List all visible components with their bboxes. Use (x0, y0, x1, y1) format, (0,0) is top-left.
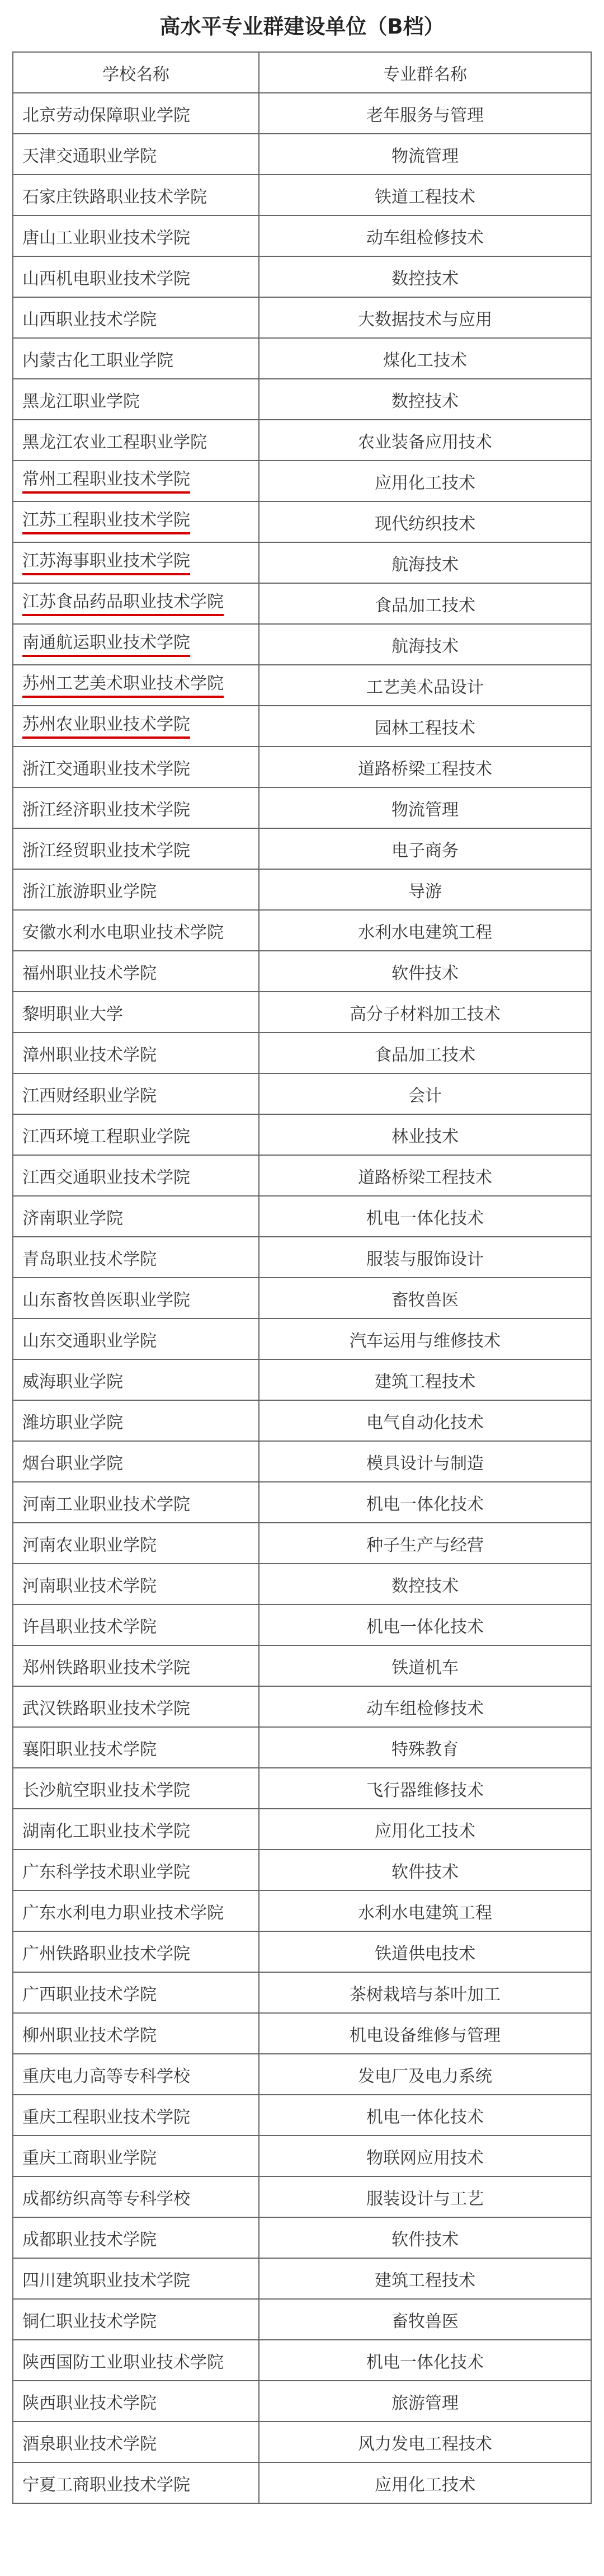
school-name-cell (13, 1237, 259, 1278)
major-group-cell: 铁道供电技术 (259, 1931, 591, 1972)
school-name-underlined: 苏州工艺美术职业技术学院 (22, 673, 224, 698)
school-name-cell (13, 1400, 259, 1441)
major-group-cell: 应用化工技术 (259, 461, 591, 501)
major-group-cell: 软件技术 (259, 2217, 591, 2258)
page-title: 高水平专业群建设单位（B档） (159, 15, 445, 39)
school-name-cell (13, 951, 259, 992)
major-group-cell: 铁道机车 (259, 1645, 591, 1686)
school-name: 威海职业学院 (22, 1372, 123, 1392)
school-name-cell (13, 256, 259, 297)
major-group-cell: 食品加工技术 (259, 1033, 591, 1073)
major-group-cell: 模具设计与制造 (259, 1441, 591, 1482)
table-row (13, 1809, 591, 1850)
school-name-cell (13, 2013, 259, 2054)
major-group-cell: 风力发电工程技术 (259, 2422, 591, 2462)
table-row (13, 215, 591, 256)
school-name: 江西财经职业学院 (22, 1086, 157, 1106)
major-group-cell: 道路桥梁工程技术 (259, 747, 591, 787)
major-group-cell: 服装与服饰设计 (259, 1237, 591, 1278)
school-name: 广东科学技术职业学院 (22, 1862, 190, 1882)
table-row (13, 1073, 591, 1114)
table-row (13, 2381, 591, 2422)
school-name: 唐山工业职业技术学院 (22, 228, 190, 248)
school-name-cell (13, 2340, 259, 2381)
major-group-cell: 航海技术 (259, 542, 591, 583)
table-row (13, 175, 591, 215)
major-group-cell: 动车组检修技术 (259, 1686, 591, 1727)
school-name-cell (13, 1278, 259, 1319)
table-row (13, 869, 591, 910)
school-name: 黎明职业大学 (22, 1004, 123, 1024)
major-group-cell: 电子商务 (259, 828, 591, 869)
school-name: 青岛职业技术学院 (22, 1249, 157, 1269)
major-group-cell: 发电厂及电力系统 (259, 2054, 591, 2095)
school-name-cell (13, 215, 259, 256)
major-group-cell: 数控技术 (259, 1564, 591, 1604)
school-name-cell (13, 1850, 259, 1890)
school-name-cell (13, 583, 259, 624)
table-row (13, 2136, 591, 2176)
table-row (13, 420, 591, 461)
table-row (13, 297, 591, 338)
table-row (13, 583, 591, 624)
school-name: 河南农业职业学院 (22, 1535, 157, 1555)
school-name-cell (13, 2136, 259, 2176)
table-row (13, 1850, 591, 1890)
school-name: 成都职业技术学院 (22, 2230, 157, 2250)
table-row (13, 1890, 591, 1931)
school-name-cell (13, 1319, 259, 1359)
school-name: 济南职业学院 (22, 1208, 123, 1228)
school-name-underlined: 南通航运职业技术学院 (22, 632, 190, 657)
major-group-cell: 畜牧兽医 (259, 1278, 591, 1319)
school-name: 山东交通职业学院 (22, 1331, 157, 1351)
school-name: 山西职业技术学院 (22, 309, 157, 330)
table-row (13, 1278, 591, 1319)
school-name-cell (13, 2176, 259, 2217)
school-name: 四川建筑职业技术学院 (22, 2270, 190, 2291)
school-name-cell (13, 501, 259, 542)
school-name-cell (13, 1114, 259, 1155)
school-name: 酒泉职业技术学院 (22, 2434, 157, 2454)
school-name-cell (13, 1196, 259, 1237)
school-name: 陕西国防工业职业技术学院 (22, 2352, 224, 2372)
school-name: 漳州职业技术学院 (22, 1045, 157, 1065)
table-row (13, 1196, 591, 1237)
school-name: 天津交通职业学院 (22, 146, 157, 166)
major-group-cell: 建筑工程技术 (259, 2258, 591, 2299)
major-group-cell: 机电一体化技术 (259, 1482, 591, 1523)
table-row (13, 1482, 591, 1523)
table-row (13, 1604, 591, 1645)
table-row (13, 1319, 591, 1359)
school-name-cell (13, 2381, 259, 2422)
table-row (13, 1033, 591, 1073)
school-name-cell (13, 665, 259, 706)
table-row (13, 992, 591, 1033)
school-name-cell (13, 1155, 259, 1196)
school-name-cell (13, 1482, 259, 1523)
major-group-cell: 物流管理 (259, 787, 591, 828)
table-row (13, 1768, 591, 1809)
school-name-cell (13, 1359, 259, 1400)
table-row (13, 828, 591, 869)
school-name: 黑龙江农业工程职业学院 (22, 432, 207, 452)
table-body (13, 52, 591, 2503)
major-group-cell: 物流管理 (259, 134, 591, 175)
major-group-cell: 汽车运用与维修技术 (259, 1319, 591, 1359)
major-group-cell: 旅游管理 (259, 2381, 591, 2422)
school-name: 广西职业技术学院 (22, 1984, 157, 2005)
major-group-cell: 机电一体化技术 (259, 1604, 591, 1645)
school-name-cell (13, 787, 259, 828)
major-group-cell: 水利水电建筑工程 (259, 910, 591, 951)
school-name: 福州职业技术学院 (22, 963, 157, 983)
major-group-cell: 服装设计与工艺 (259, 2176, 591, 2217)
table-row (13, 1155, 591, 1196)
school-name: 浙江旅游职业学院 (22, 881, 157, 902)
table-row (13, 542, 591, 583)
major-group-cell: 会计 (259, 1073, 591, 1114)
major-group-cell: 动车组检修技术 (259, 215, 591, 256)
school-name-cell (13, 869, 259, 910)
school-name: 安徽水利水电职业技术学院 (22, 922, 224, 942)
school-name: 武汉铁路职业技术学院 (22, 1698, 190, 1719)
school-name: 河南工业职业技术学院 (22, 1494, 190, 1514)
major-group-cell: 机电一体化技术 (259, 1196, 591, 1237)
major-group-cell: 畜牧兽医 (259, 2299, 591, 2340)
major-group-cell: 农业装备应用技术 (259, 420, 591, 461)
school-name-underlined: 苏州农业职业技术学院 (22, 714, 190, 739)
table-row (13, 2340, 591, 2381)
table-row (13, 379, 591, 420)
school-name: 黑龙江职业学院 (22, 391, 140, 411)
table-row (13, 1645, 591, 1686)
school-name-cell (13, 1441, 259, 1482)
major-group-cell: 道路桥梁工程技术 (259, 1155, 591, 1196)
table-row (13, 1441, 591, 1482)
major-group-cell: 机电一体化技术 (259, 2095, 591, 2136)
school-name: 铜仁职业技术学院 (22, 2311, 157, 2331)
major-group-cell: 软件技术 (259, 1850, 591, 1890)
school-name: 潍坊职业学院 (22, 1413, 123, 1433)
school-name: 长沙航空职业技术学院 (22, 1780, 190, 1800)
school-name-cell (13, 1890, 259, 1931)
major-group-cell: 大数据技术与应用 (259, 297, 591, 338)
table-row (13, 2217, 591, 2258)
table-row (13, 256, 591, 297)
major-group-cell: 煤化工技术 (259, 338, 591, 379)
table-row (13, 1686, 591, 1727)
school-name: 烟台职业学院 (22, 1453, 123, 1474)
institution-table (12, 51, 592, 2504)
table-row (13, 501, 591, 542)
school-name-underlined: 江苏工程职业技术学院 (22, 509, 190, 534)
major-group-cell: 种子生产与经营 (259, 1523, 591, 1564)
major-group-cell: 导游 (259, 869, 591, 910)
table-row (13, 787, 591, 828)
school-name-cell (13, 1073, 259, 1114)
table-row (13, 951, 591, 992)
school-name-cell (13, 1564, 259, 1604)
school-name-underlined: 常州工程职业技术学院 (22, 468, 190, 494)
table-row (13, 1931, 591, 1972)
school-name-cell (13, 706, 259, 747)
table-row (13, 461, 591, 501)
school-name-cell (13, 2258, 259, 2299)
school-name: 陕西职业技术学院 (22, 2393, 157, 2413)
table-header-row (13, 52, 591, 93)
table-row (13, 2054, 591, 2095)
school-name-cell (13, 379, 259, 420)
table-row (13, 747, 591, 787)
school-name: 广东水利电力职业技术学院 (22, 1903, 224, 1923)
school-name: 湖南化工职业技术学院 (22, 1821, 190, 1841)
school-name: 浙江经济职业技术学院 (22, 800, 190, 820)
school-name: 北京劳动保障职业学院 (22, 105, 190, 125)
school-name: 重庆工程职业技术学院 (22, 2107, 190, 2127)
major-group-cell: 食品加工技术 (259, 583, 591, 624)
major-group-cell: 茶树栽培与茶叶加工 (259, 1972, 591, 2013)
table-row (13, 2422, 591, 2462)
school-name-cell (13, 2095, 259, 2136)
table-row (13, 2462, 591, 2503)
table-row (13, 1972, 591, 2013)
school-name-cell (13, 992, 259, 1033)
major-group-cell: 高分子材料加工技术 (259, 992, 591, 1033)
table-row (13, 2299, 591, 2340)
school-name-underlined: 江苏海事职业技术学院 (22, 550, 190, 575)
school-name-cell (13, 1604, 259, 1645)
school-name-cell (13, 910, 259, 951)
major-group-cell: 应用化工技术 (259, 2462, 591, 2503)
table-row (13, 2095, 591, 2136)
table-row (13, 1237, 591, 1278)
school-name: 浙江交通职业技术学院 (22, 759, 190, 779)
table-row (13, 624, 591, 665)
table-row (13, 2176, 591, 2217)
school-name-cell (13, 1523, 259, 1564)
school-name: 河南职业技术学院 (22, 1576, 157, 1596)
school-name: 江西交通职业技术学院 (22, 1167, 190, 1188)
major-group-cell: 园林工程技术 (259, 706, 591, 747)
table-row (13, 1359, 591, 1400)
school-name-cell (13, 1972, 259, 2013)
school-name-cell (13, 297, 259, 338)
major-group-cell: 特殊教育 (259, 1727, 591, 1768)
table-row (13, 665, 591, 706)
school-name-cell (13, 93, 259, 134)
school-name: 襄阳职业技术学院 (22, 1739, 157, 1759)
school-name-cell (13, 461, 259, 501)
school-name-cell (13, 1727, 259, 1768)
school-name: 内蒙古化工职业学院 (22, 350, 173, 370)
table-row (13, 1523, 591, 1564)
major-group-cell: 物联网应用技术 (259, 2136, 591, 2176)
school-name-cell (13, 1809, 259, 1850)
major-group-cell: 数控技术 (259, 379, 591, 420)
school-name: 江西环境工程职业学院 (22, 1127, 190, 1147)
school-name: 石家庄铁路职业技术学院 (22, 187, 207, 207)
school-name: 重庆工商职业学院 (22, 2148, 157, 2168)
school-name-cell (13, 1768, 259, 1809)
major-group-cell: 现代纺织技术 (259, 501, 591, 542)
school-name: 山西机电职业技术学院 (22, 269, 190, 289)
major-group-cell: 机电一体化技术 (259, 2340, 591, 2381)
school-name: 重庆电力高等专科学校 (22, 2066, 190, 2086)
table-row (13, 2258, 591, 2299)
school-name-cell (13, 420, 259, 461)
school-name-cell (13, 338, 259, 379)
school-name: 成都纺织高等专科学校 (22, 2189, 190, 2209)
major-group-cell: 电气自动化技术 (259, 1400, 591, 1441)
major-group-cell: 建筑工程技术 (259, 1359, 591, 1400)
school-name: 浙江经贸职业技术学院 (22, 841, 190, 861)
school-name-cell (13, 1033, 259, 1073)
school-name-cell (13, 2217, 259, 2258)
school-name-cell (13, 2462, 259, 2503)
table-row (13, 706, 591, 747)
major-group-cell: 数控技术 (259, 256, 591, 297)
table-row (13, 1114, 591, 1155)
major-group-cell: 老年服务与管理 (259, 93, 591, 134)
school-name: 许昌职业技术学院 (22, 1617, 157, 1637)
major-group-cell: 软件技术 (259, 951, 591, 992)
school-name: 宁夏工商职业技术学院 (22, 2475, 190, 2495)
school-name-cell (13, 134, 259, 175)
table-row (13, 338, 591, 379)
major-group-cell: 飞行器维修技术 (259, 1768, 591, 1809)
major-group-cell: 水利水电建筑工程 (259, 1890, 591, 1931)
major-group-cell: 铁道工程技术 (259, 175, 591, 215)
school-name-cell (13, 1931, 259, 1972)
table-row (13, 1727, 591, 1768)
table-row (13, 1400, 591, 1441)
school-name-cell (13, 2422, 259, 2462)
header-major-group: 专业群名称 (259, 52, 591, 93)
school-name-cell (13, 1645, 259, 1686)
school-name-cell (13, 542, 259, 583)
table-row (13, 93, 591, 134)
school-name-cell (13, 175, 259, 215)
school-name-cell (13, 2054, 259, 2095)
school-name-cell (13, 1686, 259, 1727)
major-group-cell: 工艺美术品设计 (259, 665, 591, 706)
school-name-underlined: 江苏食品药品职业技术学院 (22, 591, 224, 616)
major-group-cell: 林业技术 (259, 1114, 591, 1155)
school-name: 山东畜牧兽医职业学院 (22, 1290, 190, 1310)
table-row (13, 910, 591, 951)
table-row (13, 134, 591, 175)
header-school-name: 学校名称 (13, 52, 259, 93)
major-group-cell: 航海技术 (259, 624, 591, 665)
school-name-cell (13, 2299, 259, 2340)
school-name: 广州铁路职业技术学院 (22, 1944, 190, 1964)
school-name-cell (13, 624, 259, 665)
school-name-cell (13, 828, 259, 869)
table-row (13, 1564, 591, 1604)
school-name: 柳州职业技术学院 (22, 2025, 157, 2045)
major-group-cell: 机电设备维修与管理 (259, 2013, 591, 2054)
major-group-cell: 应用化工技术 (259, 1809, 591, 1850)
school-name-cell (13, 747, 259, 787)
school-name: 郑州铁路职业技术学院 (22, 1658, 190, 1678)
table-row (13, 2013, 591, 2054)
